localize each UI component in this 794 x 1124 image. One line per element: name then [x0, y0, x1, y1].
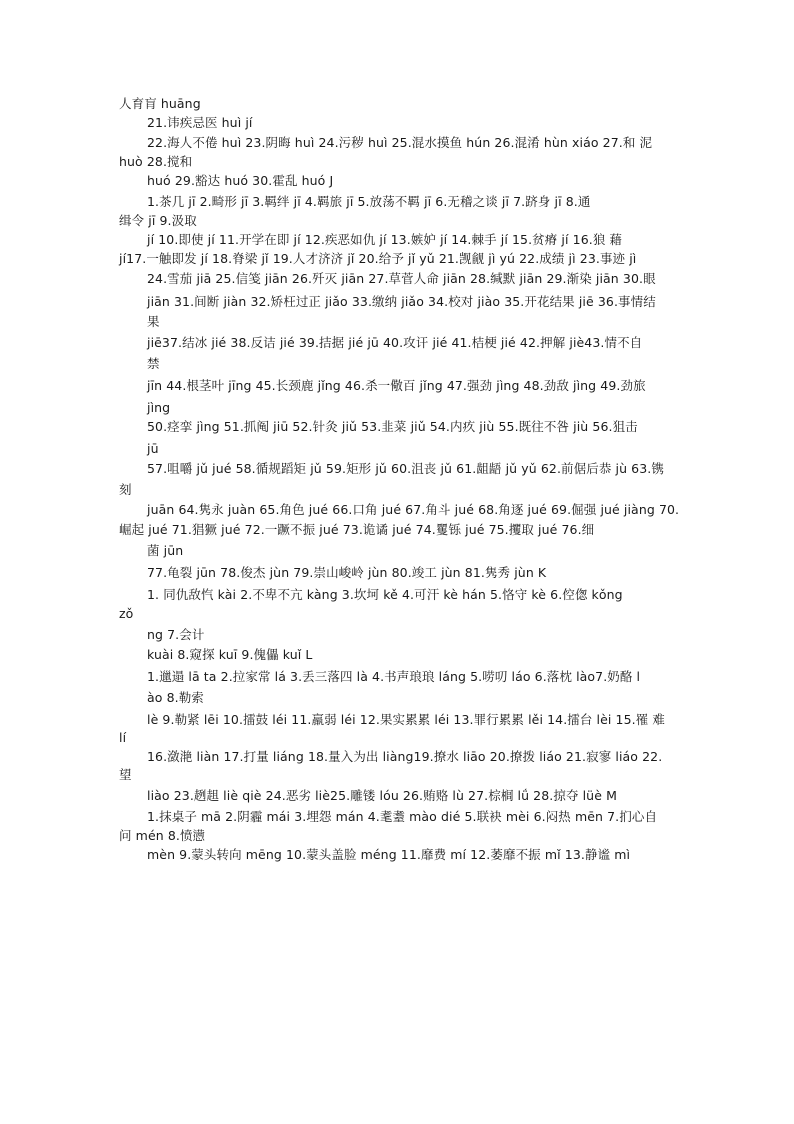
text-line: juān 64.隽永 juàn 65.角色 jué 66.口角 jué 67.角斗 jué 68.角逐 jué 69.倔强 jué jiàng 70.	[147, 502, 680, 517]
text-line: 77.龟裂 jūn 78.俊杰 jùn 79.崇山峻岭 jùn 80.竣工 jùn 81.隽秀 jùn K	[147, 565, 547, 580]
text-line: 1.茶几 jī 2.畸形 jī 3.羁绊 jī 4.羁旅 jī 5.放荡不羁 jī 6.无稽之谈 jī 7.跻身 jī 8.通	[147, 194, 591, 209]
text-line: 16.潋滟 liàn 17.打量 liáng 18.量入为出 liàng19.撩水 liāo 20.撩拨 liáo 21.寂寥 liáo 22.	[147, 749, 663, 764]
text-line: huó 29.豁达 huó 30.霍乱 huó J	[147, 173, 334, 188]
text-line: jū	[147, 441, 159, 456]
text-line: kuài 8.窥探 kuī 9.傀儡 kuǐ L	[147, 647, 313, 662]
text-line: liào 23.趔趄 liè qiè 24.恶劣 liè25.雕镂 lóu 26.贿赂 lù 27.棕榈 lǘ 28.掠夺 lüè M	[147, 788, 617, 803]
text-line: zǒ	[119, 606, 134, 621]
text-line: 1.抹桌子 mā 2.阴霾 mái 3.埋怨 mán 4.耄耋 mào dié 5.联袂 mèi 6.闷热 mēn 7.扪心自	[147, 809, 658, 824]
text-line: 57.咀嚼 jǔ jué 58.循规蹈矩 jǔ 59.矩形 jǔ 60.沮丧 jǔ 61.龃龉 jǔ yǔ 62.前倨后恭 jù 63.镌	[147, 461, 664, 476]
text-line: 1. 同仇敌忾 kài 2.不卑不亢 kàng 3.坎坷 kě 4.可汗 kè hán 5.恪守 kè 6.倥偬 kǒng	[147, 587, 623, 602]
text-line: 1.邋遢 lā ta 2.拉家常 lá 3.丢三落四 là 4.书声琅琅 láng 5.唠叨 láo 6.落枕 lào7.奶酪 l	[147, 669, 641, 684]
text-line: 禁	[147, 356, 160, 371]
text-line: jí17.一触即发 jí 18.脊梁 jǐ 19.人才济济 jǐ 20.给予 jǐ yǔ 21.觊觎 jì yú 22.成绩 jì 23.事迹 jì	[119, 251, 637, 266]
text-line: 人育肓 huāng	[119, 96, 201, 111]
text-line: 50.痉挛 jìng 51.抓阄 jiū 52.针灸 jiǔ 53.韭菜 jiǔ 54.内疚 jiù 55.既往不咎 jiù 56.狙击	[147, 419, 638, 434]
text-line: 24.雪茄 jiā 25.信笺 jiān 26.歼灭 jiān 27.草菅人命 jiān 28.缄默 jiān 29.渐染 jiān 30.眼	[147, 271, 656, 286]
text-line: mèn 9.蒙头转向 mēng 10.蒙头盖脸 méng 11.靡费 mí 12.萎靡不振 mǐ 13.静谧 mì	[147, 847, 631, 862]
text-line: ào 8.勒索	[147, 690, 204, 705]
text-line: 果	[147, 314, 160, 329]
text-line: lí	[119, 730, 127, 745]
text-line: 缉令 jī 9.汲取	[119, 213, 197, 228]
text-line: 21.讳疾忌医 huì jí	[147, 115, 253, 130]
text-line: lè 9.勒紧 lēi 10.擂鼓 léi 11.羸弱 léi 12.果实累累 léi 13.罪行累累 lěi 14.擂台 lèi 15.罹 难	[147, 712, 666, 727]
text-line: jīn 44.根茎叶 jīng 45.长颈鹿 jǐng 46.杀一儆百 jǐng 47.强劲 jìng 48.劲敌 jìng 49.劲旅	[147, 378, 646, 393]
text-line: 望	[119, 767, 132, 782]
text-line: jìng	[147, 400, 171, 415]
text-line: 问 mén 8.愤懑	[119, 828, 206, 843]
text-line: 崛起 jué 71.猖獗 jué 72.一蹶不振 jué 73.诡谲 jué 74.矍铄 jué 75.攫取 jué 76.细	[119, 522, 595, 537]
text-line: 22.海人不倦 huì 23.阴晦 huì 24.污秽 huì 25.混水摸鱼 hún 26.混淆 hùn xiáo 27.和 泥	[147, 135, 653, 150]
text-line: ng 7.会计	[147, 627, 205, 642]
text-line: 刻	[119, 482, 132, 497]
text-line: jí 10.即使 jí 11.开学在即 jí 12.疾恶如仇 jí 13.嫉妒 jí 14.棘手 jí 15.贫瘠 jí 16.狼 藉	[147, 232, 623, 247]
text-line: 菌 jūn	[147, 543, 184, 558]
text-line: jiē37.结冰 jié 38.反诘 jié 39.拮据 jié jū 40.攻讦 jié 41.桔梗 jié 42.押解 jiè43.情不自	[147, 335, 643, 350]
text-line: huò 28.搅和	[119, 154, 193, 169]
text-line: jiān 31.间断 jiàn 32.矫枉过正 jiǎo 33.缴纳 jiǎo 34.校对 jiào 35.开花结果 jiē 36.事情结	[147, 294, 656, 309]
